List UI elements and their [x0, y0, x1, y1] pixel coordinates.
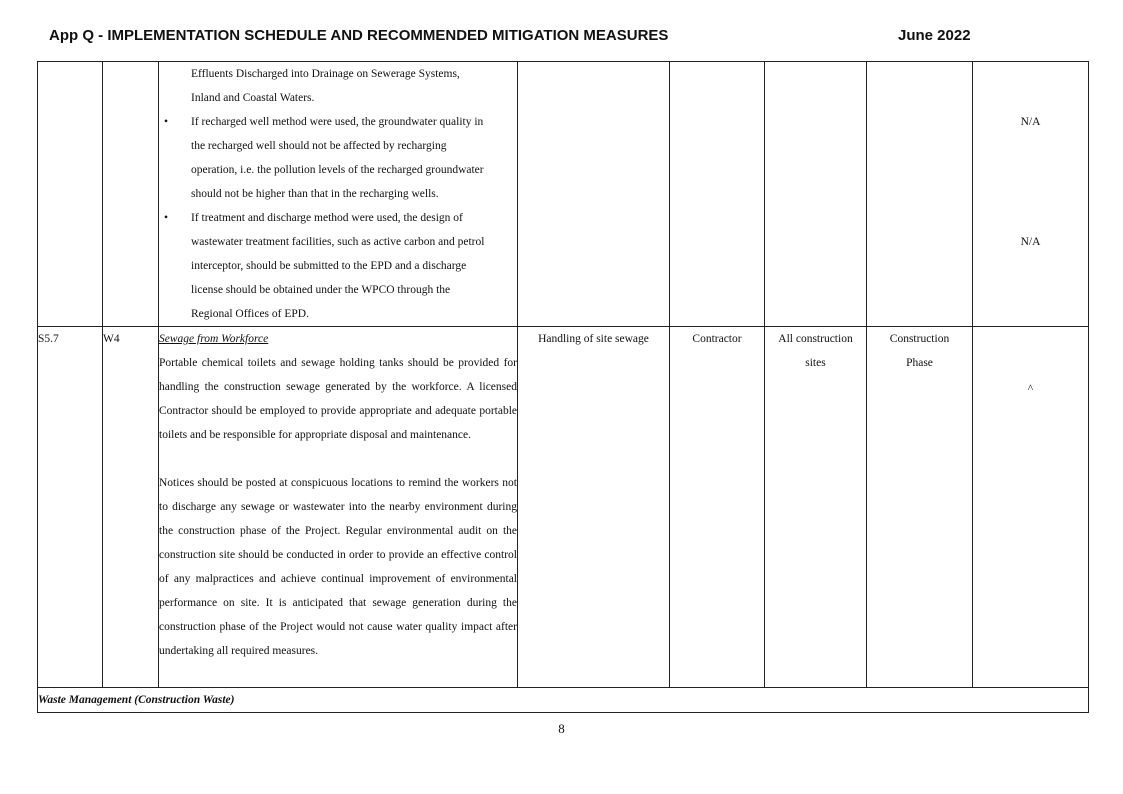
section-heading: Waste Management (Construction Waste) — [38, 688, 1089, 713]
ref-cell — [38, 62, 103, 327]
ref-cell: S5.7 — [38, 327, 103, 688]
measure-heading: Sewage from Workforce — [159, 333, 269, 345]
bullet-item — [159, 206, 517, 326]
section-row — [38, 688, 1089, 713]
bullet-item — [159, 110, 517, 206]
page-number: 8 — [558, 721, 565, 736]
implementation-schedule-table — [37, 61, 1089, 713]
timing-cell — [867, 62, 973, 327]
table-row — [38, 327, 1089, 688]
measure-line: the recharged well should not be affected by recharging — [191, 140, 447, 152]
status-cell — [973, 327, 1089, 688]
table-row — [38, 62, 1089, 327]
bullet-icon: • — [164, 116, 169, 128]
measure-paragraph: Notices should be posted at conspicuous locations to remind the workers not to discharge any sewage or wastewater into the nearby environment during the construction phase of the Project. Regular environmental audit on the construction site should be conducted in order to provide an effective control of any malpractices and achieve continual improvement of environmental performance on site. It is anticipated that sewage generation during the construction phase of the Project would not cause water quality impact after undertaking all required measures. — [159, 477, 517, 657]
status-text: N/A — [1020, 236, 1041, 248]
paragraph-spacer — [159, 447, 517, 471]
location-line: All construction — [778, 333, 853, 345]
status-cell — [973, 62, 1089, 327]
status-text: N/A — [1020, 116, 1041, 128]
measure-line: license should be obtained under the WPCO through the — [191, 284, 451, 296]
measure-line: should not be higher than that in the recharging wells. — [191, 188, 439, 200]
measure-line: wastewater treatment facilities, such as active carbon and petrol — [191, 236, 485, 248]
id-cell — [103, 62, 159, 327]
bullet-icon: • — [164, 212, 169, 224]
measure-line: Regional Offices of EPD. — [191, 308, 309, 320]
agent-cell — [670, 62, 765, 327]
objective-cell — [518, 62, 670, 327]
location-line: sites — [805, 357, 826, 369]
location-cell — [765, 327, 867, 688]
id-cell: W4 — [103, 327, 159, 688]
measure-line: If recharged well method were used, the groundwater quality in — [191, 116, 484, 128]
measure-line: operation, i.e. the pollution levels of the recharged groundwater — [191, 164, 484, 176]
measure-cell — [159, 62, 518, 327]
document-title: App Q - IMPLEMENTATION SCHEDULE AND RECOMMENDED MITIGATION MEASURES — [49, 27, 669, 44]
timing-line: Construction — [889, 333, 950, 345]
measure-line: Inland and Coastal Waters. — [191, 92, 315, 104]
timing-line: Phase — [906, 357, 933, 369]
measure-paragraph: Portable chemical toilets and sewage holding tanks should be provided for handling the construction sewage generated by the workforce. A licensed Contractor should be employed to provide appropriate and adequate portable toilets and be responsible for appropriate disposal and maintenance. — [159, 357, 517, 441]
objective-cell: Handling of site sewage — [518, 327, 670, 688]
measure-line: interceptor, should be submitted to the EPD and a discharge — [191, 260, 467, 272]
measure-cell — [159, 327, 518, 688]
status-text: ^ — [1027, 383, 1034, 395]
location-cell — [765, 62, 867, 327]
document-date: June 2022 — [898, 27, 971, 44]
timing-cell — [867, 327, 973, 688]
agent-cell: Contractor — [670, 327, 765, 688]
measure-line: Effluents Discharged into Drainage on Sewerage Systems, — [191, 68, 460, 80]
measure-line: If treatment and discharge method were used, the design of — [191, 212, 463, 224]
